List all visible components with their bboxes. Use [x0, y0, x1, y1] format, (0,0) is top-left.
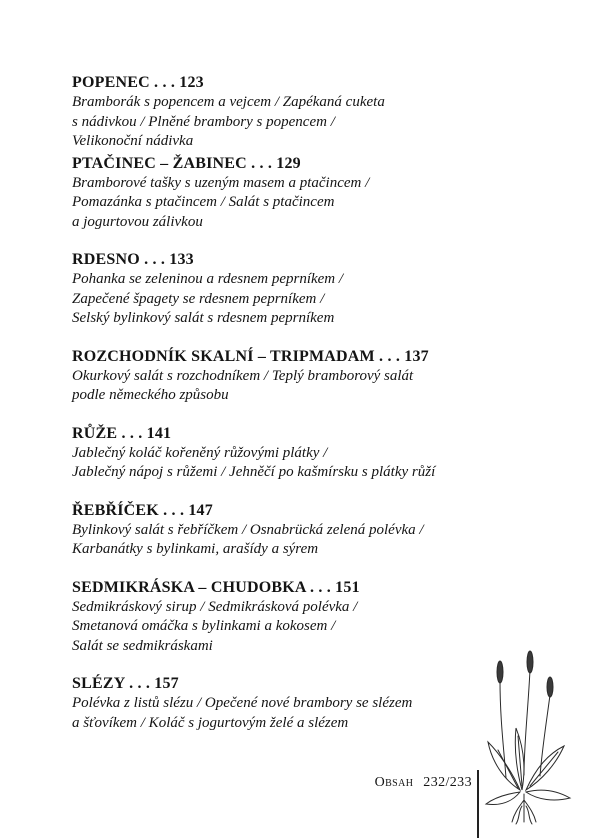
entry-recipes: Bylinkový salát s řebříčkem / Osnabrücká zelená polévka / Karbanátky s bylinkami, arašídy a sýrem [72, 521, 424, 557]
entry-recipes: Pohanka se zeleninou a rdesnem peprníkem / Zapečené špagety se rdesnem peprníkem / Selský bylinkový salát s rdesnem peprníkem [72, 271, 344, 326]
toc-entry [72, 249, 492, 329]
table-of-contents [72, 72, 492, 733]
entry-recipes: Jablečný koláč kořeněný růžovými plátky / Jablečný nápoj s růžemi / Jehněčí po kašmírsku s plátky růží [72, 444, 436, 480]
entry-recipes: Sedmikráskový sirup / Sedmikrásková polévka / Smetanová omáčka s bylinkami a kokosem / Salát se sedmikráskami [72, 598, 358, 654]
toc-entry [72, 500, 492, 560]
entry-title: RŮŽE . . . 141 [72, 424, 172, 442]
page-numbers: 232/233 [423, 775, 472, 790]
entry-title: SEDMIKRÁSKA – CHUDOBKA . . . 151 [72, 578, 360, 596]
entry-title: ŘEBŘÍČEK . . . 147 [72, 501, 213, 519]
entry-title: POPENEC . . . 123 [72, 74, 204, 91]
plantain-plant-icon [484, 650, 574, 825]
entry-title: SLÉZY . . . 157 [72, 675, 179, 692]
entry-title: ROZCHODNÍK SKALNÍ – TRIPMADAM . . . 137 [72, 347, 429, 365]
entry-recipes: Bramborák s popencem a vejcem / Zapékaná cuketa s nádivkou / Plněné brambory s popencem / Velikonoční nádivka [72, 94, 385, 149]
entry-title: PTAČINEC – ŽABINEC . . . 129 [72, 154, 301, 172]
footer-section-label: Obsah [374, 775, 414, 790]
toc-entry [72, 423, 492, 483]
entry-title: RDESNO . . . 133 [72, 251, 194, 268]
toc-entry [72, 153, 492, 233]
footer-divider [477, 770, 479, 838]
entry-recipes: Okurkový salát s rozchodníkem / Teplý bramborový salát podle německého způsobu [72, 367, 414, 403]
entry-recipes: Polévka z listů slézu / Opečené nové brambory se slézem a šťovíkem / Koláč s jogurtovým želé a slézem [72, 695, 413, 731]
toc-entry [72, 72, 492, 152]
entry-recipes: Bramborové tašky s uzeným masem a ptačincem / Pomazánka s ptačincem / Salát s ptačincem a jogurtovou zálivkou [72, 174, 370, 230]
toc-entry [72, 346, 492, 406]
page-footer [360, 775, 472, 791]
toc-entry [72, 577, 492, 657]
toc-entry [72, 673, 492, 733]
